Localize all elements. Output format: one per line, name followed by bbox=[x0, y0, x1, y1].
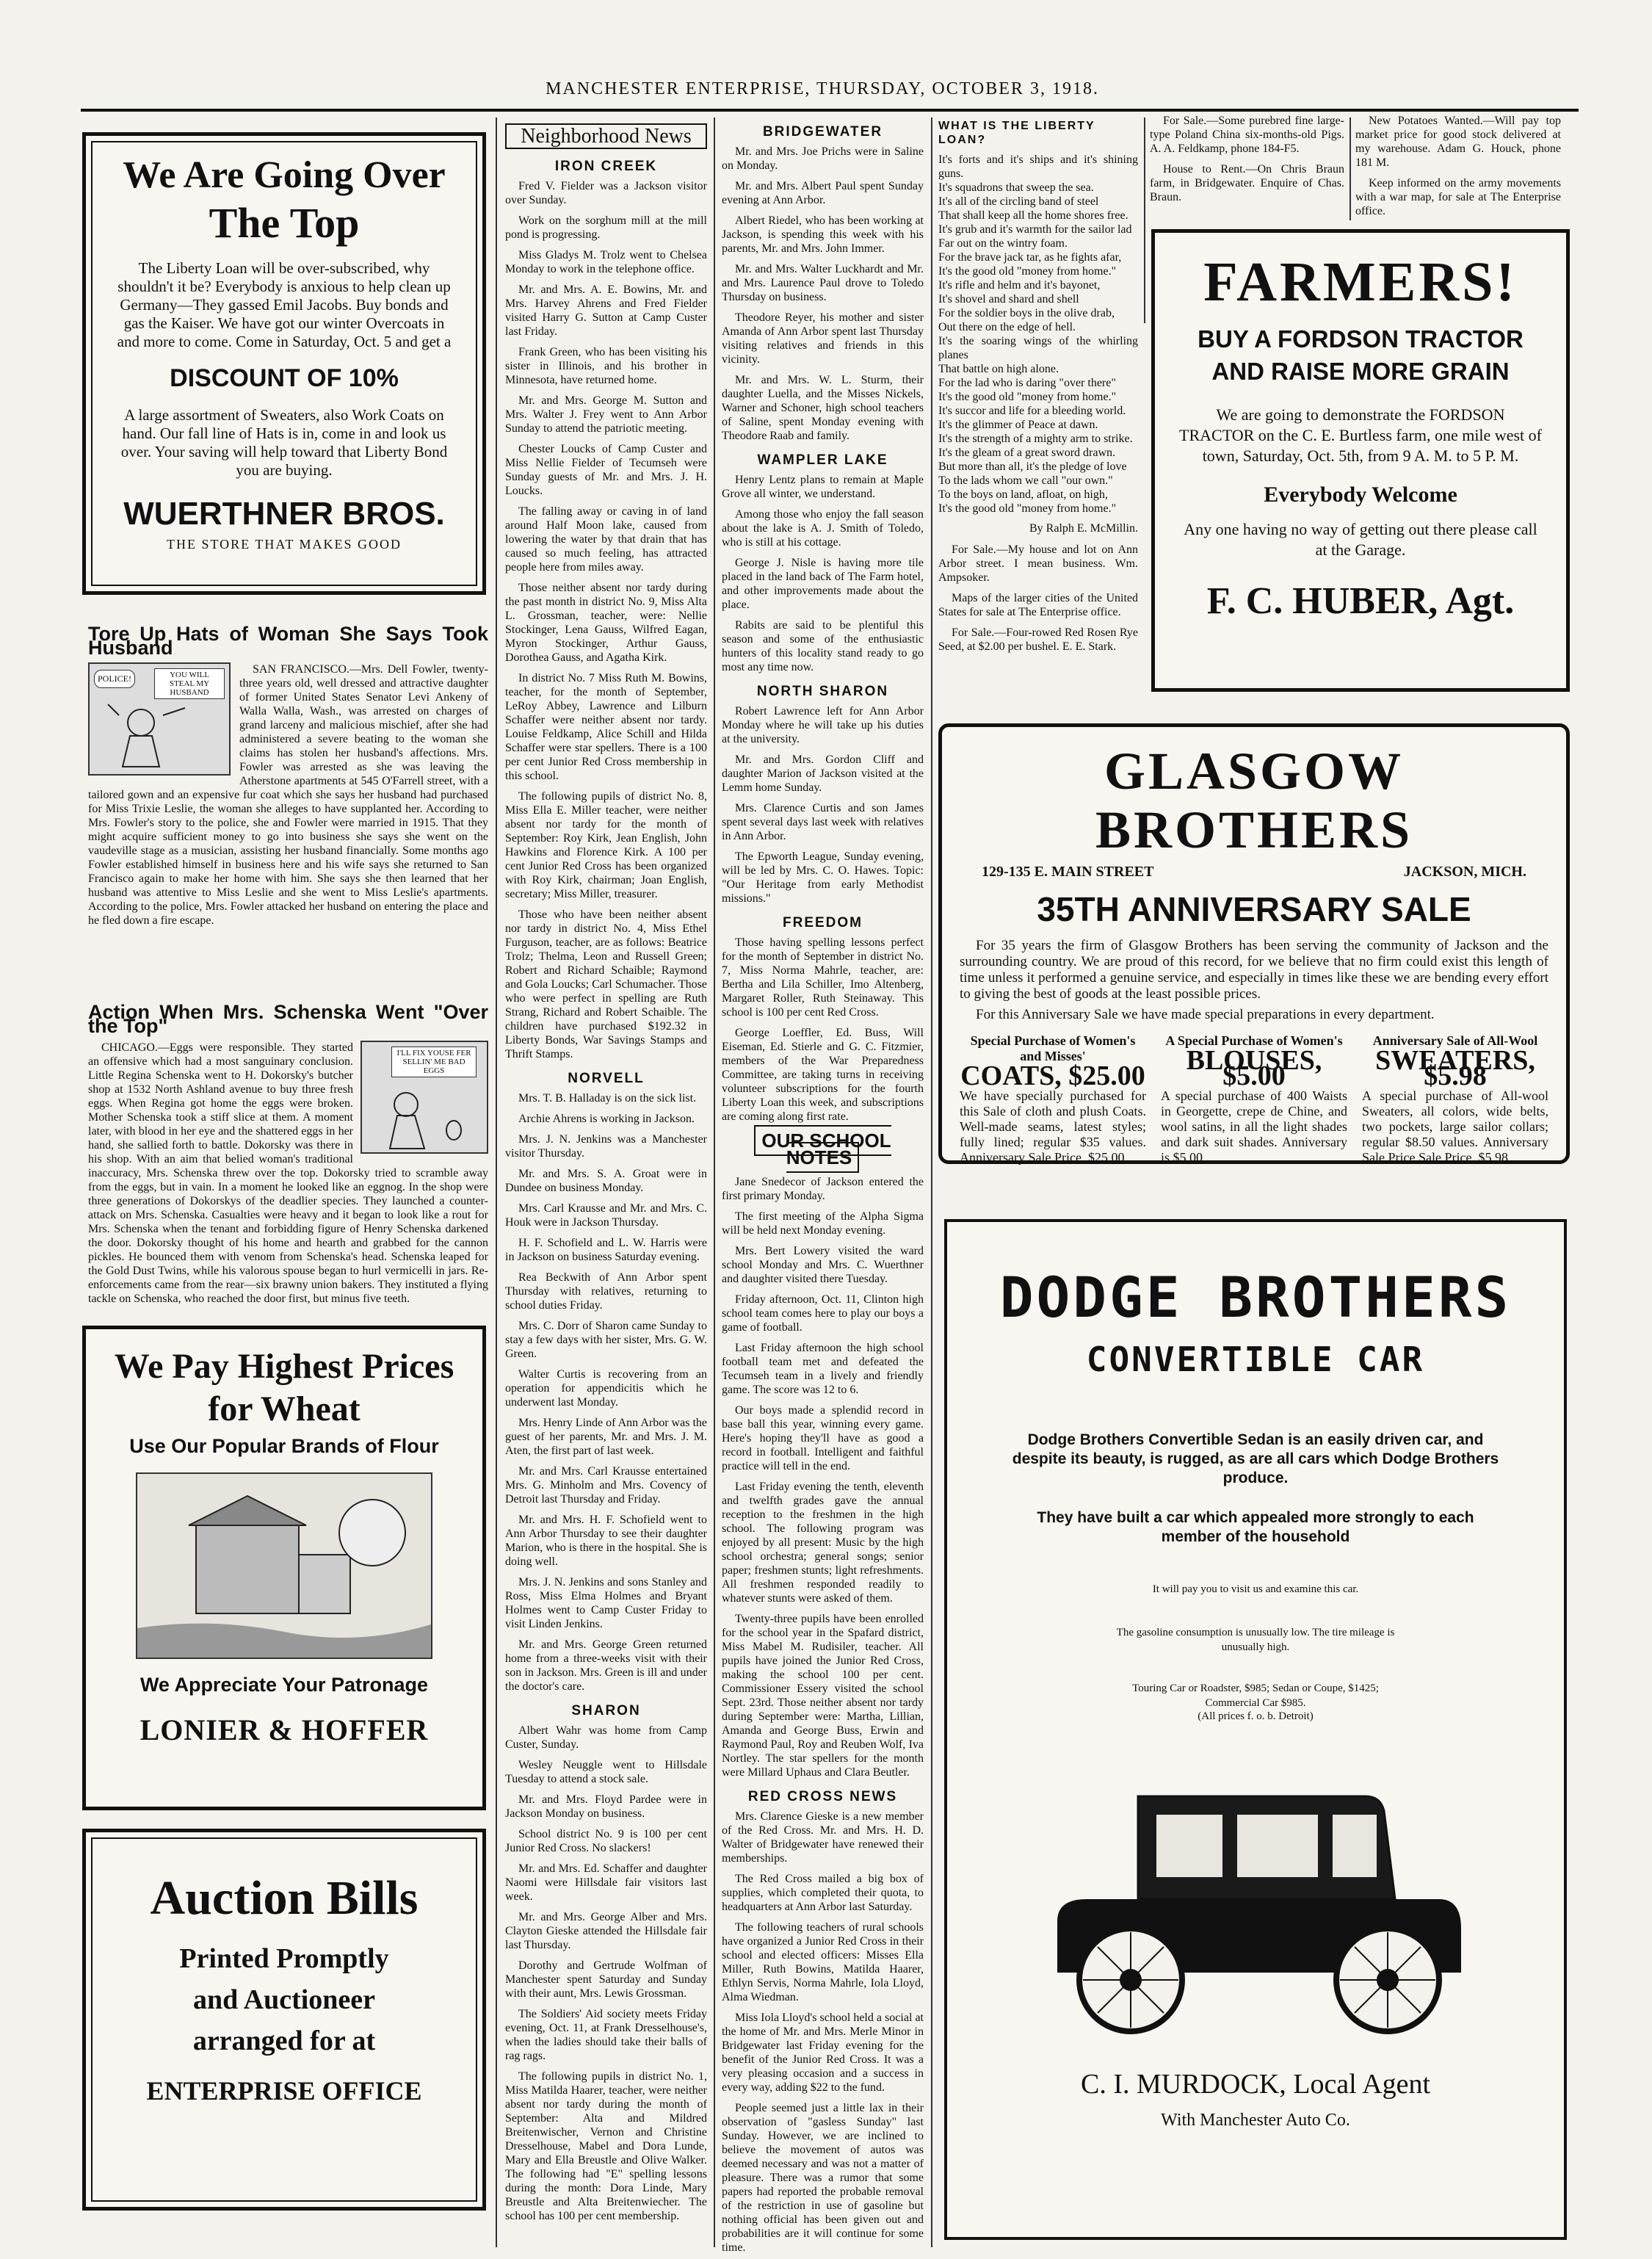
news-item: Dorothy and Gertrude Wolfman of Manchester spent Saturday and Sunday with their aunt, Mrs. Lewis Grossman. bbox=[505, 1959, 707, 2000]
news-item: It's the strength of a mighty arm to strike. bbox=[938, 433, 1133, 445]
heading-north-sharon: NORTH SHARON bbox=[756, 684, 889, 699]
news-item: Fred V. Fielder was a Jackson visitor over Sunday. bbox=[505, 180, 707, 206]
news-item: The first meeting of the Alpha Sigma will be held next Monday evening. bbox=[722, 1210, 924, 1237]
news-item: Albert Wahr was home from Camp Custer, Sunday. bbox=[505, 1724, 707, 1751]
news-item: Last Friday afternoon the high school football team met and defeated the Tecumseh team in a lively and friendly game. The score was 12 to 6. bbox=[722, 1342, 924, 1396]
cartoon-badge: POLICE! bbox=[94, 670, 135, 688]
column-neighborhood bbox=[505, 123, 707, 2246]
heading-norvell: NORVELL bbox=[568, 1071, 645, 1086]
news-item: People seemed just a little lax in their observation of "gasless Sunday" last Sunday. However, we are inclined to believe the movement of autos was deemed necessary and was not a matter of pleasure. There was a rumor that some papers had reported the probable removal of the restriction in use of gasoline but nothing official has been given out and probabilities are it will continue for some time. bbox=[722, 2102, 924, 2254]
heading-bridgewater: BRIDGEWATER bbox=[762, 124, 883, 140]
news-item: Those who have been neither absent nor tardy in district No. 4, Miss Ethel Furguson, teacher, are as follows: Beatrice Trolz; Thelma, Leon and Russell Green; Robert and Richard Schaible; Raymond and Gola Loucks; Carl Schumacher. Those who were perfect in spelling are Ruth Strang, Richard and Robert Schaible. The children have purchased $192.32 in Liberty Bonds, War Savings Stamps and Thrift Stamps. bbox=[505, 908, 707, 1060]
offer-sweaters-title: Anniversary Sale of All-Wool bbox=[1372, 1033, 1538, 1048]
news-item: To the lads whom we call "our own." bbox=[938, 474, 1113, 487]
news-item: Mrs. J. N. Jenkins was a Manchester visitor Thursday. bbox=[505, 1133, 707, 1160]
classified-war-map: Keep informed on the army movements with a war map, for sale at The Enterprise office. bbox=[1355, 177, 1561, 217]
cartoon-hats bbox=[88, 662, 231, 776]
lonier-thanks: We Appreciate Your Patronage bbox=[140, 1674, 429, 1696]
news-item: George J. Nisle is having more tile placed in the land back of The Farm hotel, and other improvements made about the place. bbox=[722, 557, 924, 611]
lonier-name: LONIER & HOFFER bbox=[140, 1713, 429, 1746]
huber-name: F. C. HUBER, Agt. bbox=[1206, 580, 1515, 622]
news-item: For the soldier boys in the olive drab, bbox=[938, 307, 1115, 319]
news-item: Work on the sorghum mill at the mill pond is progressing. bbox=[505, 214, 707, 241]
dodge-agent: C. I. MURDOCK, Local Agent bbox=[1080, 2069, 1431, 2100]
news-item: The following pupils of district No. 8, Miss Ella E. Miller teacher, were neither absent nor tardy for the month of September: Roy Kirk, Jean English, John Hawkins and Florence Kirk. A 100 per cent Junior Red Cross has been organized with Roy Kirk, chairman; Joan English, secretary; Miss Miller, treasurer. bbox=[505, 790, 707, 900]
huber-headline: FARMERS! bbox=[1203, 251, 1518, 313]
news-item: Rabits are said to be plentiful this season and some of the enthusiastic hunters of this locality stand ready to go most any time now. bbox=[722, 619, 924, 673]
news-item: Among those who enjoy the fall season about the lake is A. J. Smith of Toledo, who is still at his cottage. bbox=[722, 508, 924, 549]
story-eggs-title: Action When Mrs. Schenska Went "Over the Top" bbox=[88, 1001, 488, 1037]
bridgewater-items bbox=[722, 145, 924, 443]
offer-blouses bbox=[1161, 1033, 1347, 1165]
mill-illustration-icon bbox=[136, 1472, 432, 1659]
auction-line-4: ENTERPRISE OFFICE bbox=[146, 2076, 422, 2106]
wuerthner-headline-2: The Top bbox=[209, 199, 360, 247]
lonier-subhead: Use Our Popular Brands of Flour bbox=[129, 1435, 439, 1457]
news-item: Mr. and Mrs. A. E. Bowins, Mr. and Mrs. Harvey Ahrens and Fred Fielder visited Harry G. Sutton at Camp Custer last Friday. bbox=[505, 283, 707, 338]
auction-ad bbox=[82, 1829, 486, 2211]
wuerthner-discount: DISCOUNT OF 10% bbox=[170, 364, 399, 392]
news-item: Wesley Neuggle went to Hillsdale Tuesday to attend a stock sale. bbox=[505, 1759, 707, 1785]
news-item: Frank Green, who has been visiting his sister in Illinois, and his brother in Minnesota, have returned home. bbox=[505, 346, 707, 386]
glasgow-address-row bbox=[982, 864, 1526, 881]
news-item: In district No. 7 Miss Ruth M. Bowins, teacher, for the month of September, LeRoy Abbey, Lawrence and Lilburn Schaffer were neither absent nor tardy. Louise Feldkamp, Alice Schill and Hilda Schaffer were star spellers. There is a 100 per cent Junior Red Cross membership in this school. bbox=[505, 672, 707, 782]
news-item: It's the good old "money from home." bbox=[938, 391, 1117, 403]
news-item: Miss Iola Lloyd's school held a social at the home of Mr. and Mrs. Merle Minor in Bridgewater last Friday evening for the benefit of the Junior Red Cross. It was a very pleasing occasion and a success in every way, adding $22 to the fund. bbox=[722, 2012, 924, 2094]
news-item: Mrs. J. N. Jenkins and sons Stanley and Ross, Miss Elma Holmes and Bryant Holmes went to Camp Custer Friday to visit Linden Jenkins. bbox=[505, 1576, 707, 1630]
offer-blouses-item: BLOUSES, $5.00 bbox=[1186, 1045, 1322, 1091]
news-item: Mrs. T. B. Halladay is on the sick list. bbox=[518, 1092, 697, 1105]
classified-potatoes: New Potatoes Wanted.—Will pay top market price for good stock delivered at my warehouse. Adam G. Houck, phone 181 M. bbox=[1355, 115, 1561, 169]
glasgow-body: For 35 years the firm of Glasgow Brothers has been serving the community of Jackson and the surrounding country. We are proud of this record, for we believe that no firm could exist this length of time unless it performed a genuine service, and especially in times like these we are bending every effort to giving the best of goods at the least possible prices. bbox=[960, 938, 1548, 1002]
heading-sharon: SHARON bbox=[571, 1703, 641, 1718]
wampler-items bbox=[722, 473, 924, 674]
huber-body-2: Any one having no way of getting out there please call at the Garage. bbox=[1184, 520, 1537, 559]
dodge-company: With Manchester Auto Co. bbox=[1161, 2111, 1350, 2130]
story-hats-body: SAN FRANCISCO.—Mrs. Dell Fowler, twenty-three years old, well dressed and attractive daughter of former United States Senator Levi Ankeny of Walla Walla, Wash., was arrested on charges of grand larceny and malicious mischief, after she had administered a severe beating to the woman she claims has stolen her husband's affections. Mrs. Fowler was arrested as she was leaving the Atherstone apartments at 545 O'Farrell street, with a tailored gown and an expensive fur coat which she says her husband had purchased for Miss Trixie Leslie, the woman she alleges to have supplanted her. According to Mrs. Fowler's story to the police, she and Fowler were married in 1915. That they might acquire sufficient money to go into business she says she went on the vaudeville stage as a musician, assisting her husband financially. Some months ago Fowler established himself in business here and his wife says she returned to San Francisco again to make her home with him. She says she then learned that her husband was attentive to Miss Leslie and she went to Miss Leslie's apartments. According to the police, Mrs. Fowler attacked her husband on entering the place and he fled down a fire escape. bbox=[88, 663, 488, 927]
huber-ad bbox=[1151, 229, 1570, 692]
news-item: The falling away or caving in of land around Half Moon lake, caused from lowering the water by that drain that has caused so much feeling, has attracted people here from miles away. bbox=[505, 505, 707, 574]
dodge-brand: DODGE BROTHERS bbox=[999, 1265, 1512, 1330]
dodge-line-1: It will pay you to visit us and examine this car. bbox=[1152, 1583, 1359, 1595]
glasgow-body-2: For this Anniversary Sale we have made special preparations in every department. bbox=[976, 1007, 1435, 1022]
offer-sweaters-item: SWEATERS, $5.98 bbox=[1375, 1045, 1535, 1091]
news-item: Mr. and Mrs. Joe Prichs were in Saline on Monday. bbox=[722, 145, 924, 172]
column-rule-5 bbox=[1350, 118, 1351, 220]
news-item: For the lad who is daring "over there" bbox=[938, 377, 1116, 389]
news-item: The Epworth League, Sunday evening, will be led by Mrs. C. O. Hawes. Topic: "Our Heritage from early Methodist missions." bbox=[722, 850, 924, 905]
news-item: It's all of the circling band of steel bbox=[938, 195, 1099, 208]
column-rule-2 bbox=[714, 118, 715, 2247]
heading-wampler: WAMPLER LAKE bbox=[757, 452, 888, 468]
news-item: George Loeffler, Ed. Buss, Will Eiseman, Ed. Stierle and G. C. Fitzmier, members of the War Preparedness Committee, are taking turns in receiving volunteer subscriptions for the fourth Liberty Loan this week, and subscriptions are coming along first rate. bbox=[722, 1027, 924, 1123]
huber-body: We are going to demonstrate the FORDSON TRACTOR on the C. E. Burtless farm, one mile west of town, Saturday, Oct. 5th, from 9 A. M. to 5 P. M. bbox=[1179, 405, 1542, 465]
news-item: Twenty-three pupils have been enrolled for the school year in the Spafard district, Miss Mabel M. Rudisiler, teacher. All pupils have joined the Junior Red Cross, making the school 100 per cent. Commissioner Essery visited the school Sept. 23rd. Those neither absent nor tardy during September were: Martha, Lillian, Amanda and George Buss, Erwin and Raymond Paul, Roy and Reuben Wolf, Iva Nortley. The star spellers for the month were Millard Uphaus and Clara Beutler. bbox=[722, 1613, 924, 1779]
wuerthner-tagline: THE STORE THAT MAKES GOOD bbox=[166, 537, 402, 552]
wuerthner-headline-1: We Are Going Over bbox=[123, 154, 446, 196]
news-item: Mr. and Mrs. W. L. Sturm, their daughter Luella, and the Misses Nickels, Warner and Schoner, high school teachers of Saline, spent Monday evening with Theodore Raab and family. bbox=[722, 374, 924, 442]
news-item: Robert Lawrence left for Ann Arbor Monday where he will take up his duties at the university. bbox=[722, 705, 924, 745]
news-item: Mr. and Mrs. Walter Luckhardt and Mr. and Mrs. Laurence Paul drove to Toledo Thursday on business. bbox=[722, 263, 924, 303]
news-item: Mr. and Mrs. Ed. Schaffer and daughter Naomi were Hillsdale fair visitors last week. bbox=[505, 1862, 707, 1903]
iron-creek-items bbox=[505, 179, 707, 1061]
dodge-body-2: They have built a car which appealed more strongly to each member of the household bbox=[1037, 1509, 1474, 1545]
news-item: Mr. and Mrs. H. F. Schofield went to Ann Arbor Thursday to see their daughter Marion, who is there in the hospital. She is doing well. bbox=[505, 1514, 707, 1568]
school-items bbox=[722, 1175, 924, 1779]
huber-welcome: Everybody Welcome bbox=[1264, 482, 1457, 507]
wuerthner-body: The Liberty Loan will be over-subscribed, why shouldn't it be? Everybody is anxious to help clean up Germany—They gassed Emil Jacobs. Buy bonds and gas the Kaiser. We have got our winter Overcoats in and more to come. Come in Saturday, Oct. 5 and get a bbox=[117, 259, 452, 350]
news-item: Mrs. Clarence Gieske is a new member of the Red Cross. Mr. and Mrs. H. D. Walter of Bridgewater have renewed their memberships. bbox=[722, 1810, 924, 1865]
glasgow-sale: 35TH ANNIVERSARY SALE bbox=[1037, 890, 1471, 928]
news-item: Mrs. Clarence Curtis and son James spent several days last week with relatives in Ann Arbor. bbox=[722, 802, 924, 842]
news-item: Rea Beckwith of Ann Arbor spent Thursday with relatives, returning to school duties Friday. bbox=[505, 1271, 707, 1312]
story-eggs bbox=[88, 1002, 488, 1311]
north-sharon-items bbox=[722, 704, 924, 906]
auction-line-3: arranged for at bbox=[192, 2025, 376, 2056]
heading-freedom: FREEDOM bbox=[783, 915, 863, 930]
news-item: Mrs. Henry Linde of Ann Arbor was the guest of her parents, Mr. and Mrs. J. M. Aten, the first part of last week. bbox=[505, 1417, 707, 1457]
news-item: To the boys on land, afloat, on high, bbox=[938, 488, 1108, 501]
classified-block-left bbox=[1150, 114, 1344, 217]
news-item: The Soldiers' Aid society meets Friday evening, Oct. 11, at Frank Dresselhouse's, when the ladies should take their balls of rag rags. bbox=[505, 2008, 707, 2062]
story-eggs-body: CHICAGO.—Eggs were responsible. They started an offensive which had a most sanguinary conclusion. Little Regina Schenska went to H. Dokorsky's butcher shop at 1532 North Ashland avenue to buy three fresh eggs. When Regina got home the eggs were broken. Mother Schenska took a stiff slice at them. A moment later, with blood in her eye and the shattered eggs in her hand, she sallied forth to battle. Dokorsky was there in his shop. With an aim that belied woman's traditional inaccuracy, Mrs. Schenska threw over the top. Dokorsky tried to scramble away from the eggs, but in vain. In a moment he looked like an eggnog. In the shop were three generations of Dokorskys of the deadlier species. They launched a counter-attack on Mrs. Schenska. Casualties were heavy and it began to look like a rout for Mrs. Schenska when the tenant and forbidding figure of Henry Schenska darkened the door. Dokorsky thought of his home and hearth and grabbed for the cannon pickles. He bounced them with venom from Schenska's head. Schenska leaped for the Gold Dust Twins, while his valorous spouse began to hurl vermicelli in jars. Re-enforcements came from the rear—six brawny union bakers. They instituted a flying tackle on Schenska, who reached the door first, but minus five teeth. bbox=[88, 1041, 488, 1305]
story-hats-title: Tore Up Hats of Woman She Says Took Husband bbox=[88, 623, 488, 659]
offer-blouses-title: A Special Purchase of Women's bbox=[1165, 1033, 1343, 1048]
news-item: School district No. 9 is 100 per cent Junior Red Cross. No slackers! bbox=[505, 1828, 707, 1854]
offer-coats-desc: We have specially purchased for this Sale of cloth and plush Coats. Well-made seams, latest styles; fully lined; regular $35 values. Anniversary Sale Price, $25.00. bbox=[960, 1088, 1146, 1165]
news-item: Mrs. C. Dorr of Sharon came Sunday to stay a few days with her sister, Mrs. G. W. Green. bbox=[505, 1320, 707, 1360]
classified-block-right bbox=[1355, 114, 1561, 217]
glasgow-ad bbox=[938, 723, 1570, 1164]
dodge-car-illustration-icon bbox=[1028, 1752, 1483, 2046]
news-item: That shall keep all the home shores free. bbox=[938, 209, 1128, 222]
school-notes-banner: OUR SCHOOL NOTES bbox=[754, 1125, 891, 1173]
dodge-body-1: Dodge Brothers Convertible Sedan is an easily driven car, and despite its beauty, is rugged, as are all cars which Dodge Brothers produce. bbox=[1012, 1431, 1499, 1486]
dodge-line-2: The gasoline consumption is unusually low. The tire mileage is unusually high. bbox=[1116, 1627, 1395, 1653]
poem-author: By Ralph E. McMillin. bbox=[1029, 522, 1138, 535]
classified-rent: House to Rent.—On Chris Braun farm, in Bridgewater. Enquire of Chas. Braun. bbox=[1150, 163, 1344, 203]
news-item: Mrs. Bert Lowery visited the ward school Monday and Mrs. C. Wuerthner and daughter visited there Tuesday. bbox=[722, 1245, 924, 1285]
news-item: For the brave jack tar, as he fights afar, bbox=[938, 251, 1122, 264]
news-item: It's forts and it's ships and it's shining guns. bbox=[938, 153, 1138, 180]
news-item: Mr. and Mrs. Gordon Cliff and daughter Marion of Jackson visited at the Lemm home Sunday. bbox=[722, 753, 924, 794]
glasgow-address: 129-135 E. MAIN STREET bbox=[982, 864, 1154, 880]
news-item: Archie Ahrens is working in Jackson. bbox=[518, 1113, 695, 1125]
news-item: Those neither absent nor tardy during the past month in district No. 9, Miss Alta L. Grossman, teacher, were: Nellie Stockinger, Lena Gauss, Wilfred Eagan, Myron Stockinger, Arthur Gauss, Dorothea Gauss, and Agatha Kirk. bbox=[505, 582, 707, 664]
heading-iron-creek: IRON CREEK bbox=[554, 159, 658, 174]
news-item: Miss Gladys M. Trolz went to Chelsea Monday to work in the telephone office. bbox=[505, 249, 707, 275]
cartoon-eggs bbox=[361, 1041, 488, 1154]
dodge-line-4: (All prices f. o. b. Detroit) bbox=[1198, 1710, 1314, 1722]
news-item: It's the good old "money from home." bbox=[938, 502, 1117, 515]
news-item: Jane Snedecor of Jackson entered the first primary Monday. bbox=[722, 1176, 924, 1202]
news-item: The Red Cross mailed a big box of supplies, which completed their quota, to headquarters at Ann Arbor last Saturday. bbox=[722, 1873, 924, 1913]
news-item: That battle on high alone. bbox=[938, 363, 1059, 375]
freedom-items bbox=[722, 936, 924, 1124]
wuerthner-name: WUERTHNER BROS. bbox=[123, 496, 445, 532]
news-item: Those having spelling lessons perfect for the month of September in district No. 7, Miss Norma Mahrle, teacher, are: Bertha and Lila Schiller, Imo Altenberg, Margaret Roller, Ruth Steinaway. This school is 100 per cent Red Cross. bbox=[722, 936, 924, 1019]
news-item: Walter Curtis is recovering from an operation for appendicitis which he underwent last Monday. bbox=[505, 1368, 707, 1409]
cartoon-eggs-caption: I'LL FIX YOUSE FER SELLIN' ME BAD EGGS bbox=[391, 1047, 477, 1077]
news-item: Our boys made a splendid record in base ball this year, winning every game. Here's hoping they'll have as good a record in football. Intelligent and faithful practice will tell in the end. bbox=[722, 1404, 924, 1472]
masthead: MANCHESTER ENTERPRISE, THURSDAY, OCTOBER 3, 1918. bbox=[546, 79, 1099, 98]
offer-coats bbox=[960, 1033, 1146, 1165]
neighborhood-banner: Neighborhood News bbox=[505, 123, 707, 149]
news-item: Mr. and Mrs. George M. Sutton and Mrs. Walter J. Frey went to Ann Arbor Sunday to attend the patriotic meeting. bbox=[505, 394, 707, 435]
news-item: Far out on the wintry foam. bbox=[938, 237, 1068, 250]
column-poem bbox=[938, 118, 1138, 705]
cartoon-caption: YOU WILL STEAL MY HUSBAND bbox=[154, 668, 225, 699]
lonier-headline-1: We Pay Highest Prices bbox=[114, 1347, 454, 1386]
wuerthner-ad bbox=[82, 132, 486, 595]
news-item: But more than all, it's the pledge of love bbox=[938, 460, 1127, 473]
norvell-items bbox=[505, 1091, 707, 1694]
column-rule-3 bbox=[931, 118, 932, 2247]
news-item: Mr. and Mrs. Albert Paul spent Sunday evening at Ann Arbor. bbox=[722, 180, 924, 206]
offer-sweaters-desc: A special purchase of All-wool Sweaters, all colors, wide belts, two pockets, large sailor collars; regular $8.50 values. Anniversary Sale Price Sale Price, $5.98. bbox=[1362, 1088, 1548, 1165]
classified-seed: For Sale.—Four-rowed Red Rosen Rye Seed, at $2.00 per bushel. E. E. Stark. bbox=[938, 626, 1138, 653]
car-icon bbox=[1028, 1752, 1483, 2046]
offer-coats-title: Special Purchase of Women's and Misses' bbox=[970, 1033, 1136, 1063]
column-rule-1 bbox=[496, 118, 497, 2247]
wuerthner-body-2: A large assortment of Sweaters, also Work Coats on hand. Our fall line of Hats is in, come in and look us over. Your saving will help toward that Liberty Bond you are buying. bbox=[120, 406, 448, 479]
news-item: Henry Lentz plans to remain at Maple Grove all winter, we understand. bbox=[722, 474, 924, 500]
auction-line-2: and Auctioneer bbox=[192, 1984, 376, 2015]
dodge-model: CONVERTIBLE CAR bbox=[1086, 1340, 1425, 1379]
news-item: It's the good old "money from home." bbox=[938, 265, 1117, 278]
news-item: Mr. and Mrs. S. A. Groat were in Dundee on business Monday. bbox=[505, 1168, 707, 1194]
offer-blouses-desc: A special purchase of 400 Waists in Georgette, crepe de Chine, and wool satins, in all the light shades and dark suit shades. Anniversary is $5.00. bbox=[1161, 1088, 1347, 1165]
sharon-items bbox=[505, 1724, 707, 2223]
news-item: Mr. and Mrs. George Alber and Mrs. Clayton Gieske attended the Hillsdale fair last Thursday. bbox=[505, 1911, 707, 1951]
red-cross-items bbox=[722, 1810, 924, 2255]
poem-title: WHAT IS THE LIBERTY LOAN? bbox=[938, 120, 1095, 146]
news-item: Mr. and Mrs. Carl Krausse entertained Mrs. G. Minholm and Mrs. Covency of Detroit last Thursday and Friday. bbox=[505, 1465, 707, 1506]
news-item: Out there on the edge of hell. bbox=[938, 321, 1076, 333]
auction-headline: Auction Bills bbox=[150, 1871, 419, 1925]
news-item: The following pupils in district No. 1, Miss Matilda Haarer, teacher, were neither absent nor tardy during the month of September: Alta and Mildred Breitenwischer, Vernon and Christine Dresselhouse, Mabel and Dora Lunde, Mary and Ella Breustle and Olive Walker. The following had "E" spelling lessons during the month: Dora Linde, Mary Breustle and Alta Breitenwiecher. The school has 100 per cent membership. bbox=[505, 2070, 707, 2222]
huber-sub-1: BUY A FORDSON TRACTOR bbox=[1198, 325, 1524, 353]
auction-line-1: Printed Promptly bbox=[179, 1943, 389, 1974]
glasgow-offers bbox=[960, 1033, 1548, 1165]
news-item: Chester Loucks of Camp Custer and Miss Nellie Fielder of Tecumseh were Sunday guests of Mr. and Mrs. J. H. Loucks. bbox=[505, 443, 707, 497]
news-item: It's rifle and helm and it's bayonet, bbox=[938, 279, 1101, 292]
news-item: It's the gleam of a great sword drawn. bbox=[938, 447, 1116, 459]
news-item: It's squadrons that sweep the sea. bbox=[938, 181, 1094, 194]
mill-building-icon bbox=[137, 1474, 431, 1658]
masthead-rule bbox=[81, 109, 1579, 112]
news-item: It's grub and it's warmth for the sailor lad bbox=[938, 223, 1132, 236]
dodge-line-3: Touring Car or Roadster, $985; Sedan or Coupe, $1425; Commercial Car $985. bbox=[1132, 1682, 1379, 1709]
classified-house: For Sale.—My house and lot on Ann Arbor street. I mean business. Wm. Ampsoker. bbox=[938, 543, 1138, 584]
glasgow-name: GLASGOW BROTHERS bbox=[1095, 742, 1413, 859]
news-item: Friday afternoon, Oct. 11, Clinton high school team comes here to play our boys a game of football. bbox=[722, 1293, 924, 1334]
news-item: It's the soaring wings of the whirling planes bbox=[938, 335, 1138, 361]
huber-sub-2: AND RAISE MORE GRAIN bbox=[1211, 358, 1510, 385]
poem-lines bbox=[938, 153, 1138, 516]
news-item: It's succor and life for a bleeding world. bbox=[938, 405, 1126, 417]
news-item: Mrs. Carl Krausse and Mr. and Mrs. C. Houk were in Jackson Thursday. bbox=[505, 1202, 707, 1229]
lonier-ad bbox=[82, 1326, 486, 1810]
news-item: Theodore Reyer, his mother and sister Amanda of Ann Arbor spent last Thursday visiting relatives and friends in this vicinity. bbox=[722, 311, 924, 366]
column-local bbox=[722, 123, 924, 2254]
news-item: H. F. Schofield and L. W. Harris were in Jackson on business Saturday evening. bbox=[505, 1237, 707, 1263]
news-item: Mr. and Mrs. George Green returned home from a three-weeks visit with their son in Jackson. Mrs. Green is ill and under the doctor's care. bbox=[505, 1638, 707, 1693]
news-item: Mr. and Mrs. Floyd Pardee were in Jackson Monday on business. bbox=[505, 1793, 707, 1820]
news-item: It's shovel and shard and shell bbox=[938, 293, 1079, 306]
classified-pigs: For Sale.—Some purebred fine large-type Poland China six-months-old Pigs. A. A. Feldkamp, phone 184-F5. bbox=[1150, 115, 1344, 155]
heading-red-cross: RED CROSS NEWS bbox=[747, 1789, 898, 1804]
glasgow-city: JACKSON, MICH. bbox=[1403, 864, 1526, 880]
news-item: Albert Riedel, who has been working at Jackson, is spending this week with his parents, Mr. and Mrs. John Immer. bbox=[722, 214, 924, 255]
classified-maps: Maps of the larger cities of the United States for sale at The Enterprise office. bbox=[938, 592, 1138, 618]
news-item: It's the glimmer of Peace at dawn. bbox=[938, 419, 1098, 431]
column-rule-4 bbox=[1144, 118, 1145, 323]
lonier-headline-2: for Wheat bbox=[208, 1389, 361, 1428]
story-hats bbox=[88, 624, 488, 999]
news-item: The following teachers of rural schools have organized a Junior Red Cross in their school and elected officers: Misses Ella Miller, Ruth Bowins, Matilda Haarer, Ethlyn Servis, Norma Mahrle, Iola Lloyd, Alma Wiedman. bbox=[722, 1921, 924, 2003]
offer-coats-item: COATS, $25.00 bbox=[960, 1060, 1145, 1091]
offer-sweaters bbox=[1362, 1033, 1548, 1165]
news-item: Last Friday evening the tenth, eleventh and twelfth grades gave the annual reception to the freshmen in the high school. The following program was enjoyed by all present: Music by the high school orchestra; general songs; senior paper; freshmen stunts; light refreshments. All freshmen responded readily to whatever stunts were asked of them. bbox=[722, 1481, 924, 1605]
dodge-ad bbox=[944, 1219, 1567, 2240]
